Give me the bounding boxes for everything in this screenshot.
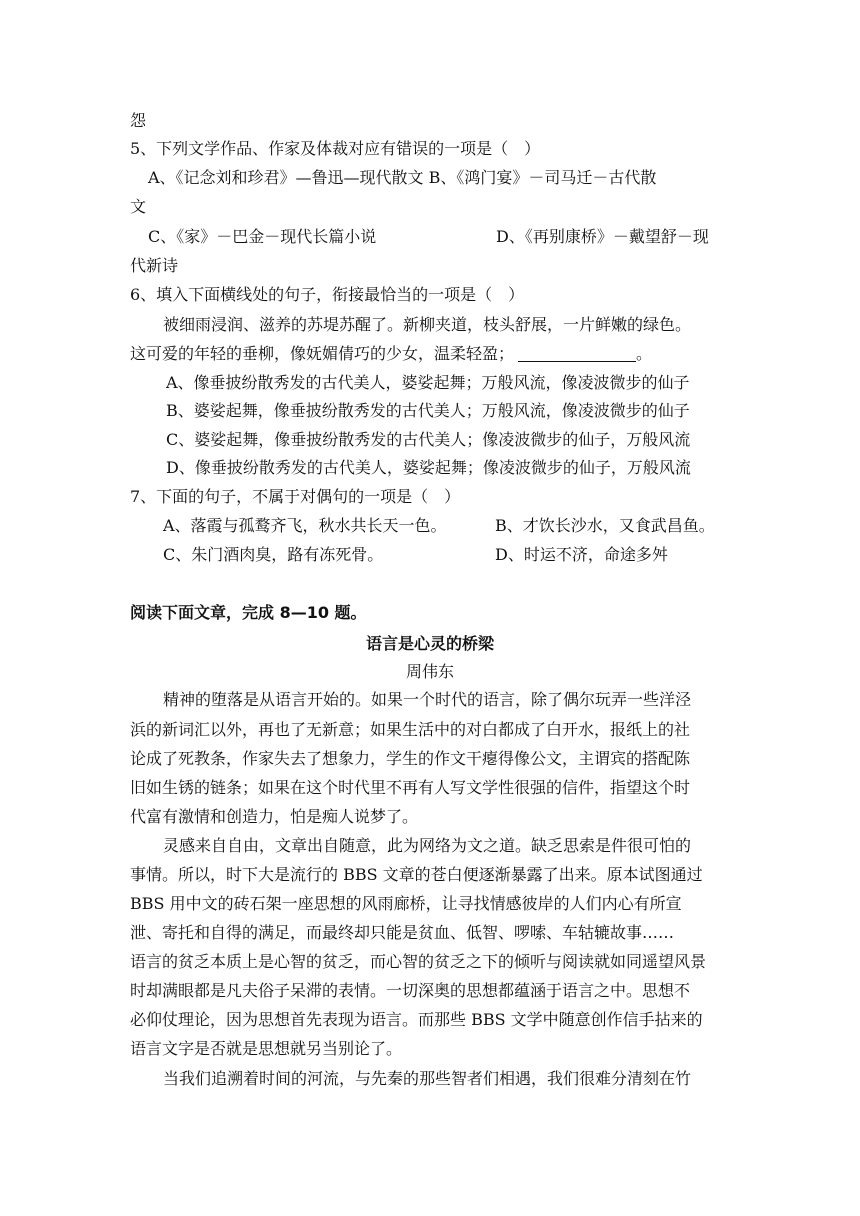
question-5-option-d: D、《再别康桥》－戴望舒－现 [496, 227, 709, 246]
question-6-passage-text: 这可爱的年轻的垂柳，像妩媚倩巧的少女，温柔轻盈； [130, 344, 515, 363]
question-5-option-d-wrap: 代新诗 [130, 256, 179, 275]
question-5-option-c: C、《家》－巴金－现代长篇小说 [148, 227, 377, 246]
question-6-option-a: A、像垂披纷散秀发的古代美人，婆娑起舞；万般风流，像凌波微步的仙子 [166, 373, 690, 392]
paragraph-1-line: 论成了死教条，作家失去了想象力，学生的作文干瘪得像公文，主谓宾的搭配陈 [130, 749, 691, 768]
question-7-option-a: A、落霞与孤鹜齐飞，秋水共长天一色。 [163, 516, 447, 535]
article-title: 语言是心灵的桥梁 [365, 634, 494, 653]
question-7-stem: 7、下面的句子，不属于对偶句的一项是（ ） [130, 487, 461, 506]
question-7-option-c: C、朱门酒肉臭，路有冻死骨。 [163, 545, 384, 564]
question-5-option-ab-wrap: 文 [130, 197, 147, 216]
article-author: 周伟东 [405, 662, 454, 681]
question-6-passage-end: 。 [636, 344, 653, 363]
question-5-option-ab: A、《记念刘和珍君》—鲁迅—现代散文 B、《鸿门宴》－司马迁－古代散 [148, 168, 657, 187]
question-6-option-b: B、婆娑起舞，像垂披纷散秀发的古代美人；万般风流，像凌波微步的仙子 [166, 401, 690, 420]
paragraph-2-line: 必仰仗理论，因为思想首先表现为语言。而那些 BBS 文学中随意创作信手拈来的 [130, 1010, 703, 1029]
question-5-stem: 5、下列文学作品、作家及体裁对应有错误的一项是（ ） [130, 139, 541, 158]
paragraph-2-line: 事情。所以，时下大是流行的 BBS 文章的苍白便逐渐暴露了出来。原本试图通过 [130, 865, 703, 884]
paragraph-1-line: 代富有激情和创造力，怕是痴人说梦了。 [130, 807, 419, 826]
reading-instruction: 阅读下面文章，完成 8—10 题。 [130, 603, 367, 622]
paragraph-2-line: 灵感来自自由，文章出自随意，此为网络为文之道。缺乏思索是件很可怕的 [163, 836, 692, 855]
paragraph-2-line: 时却满眼都是凡夫俗子呆滞的表情。一切深奥的思想都蕴涵于语言之中。思想不 [130, 981, 691, 1000]
question-6-option-c: C、婆娑起舞，像垂披纷散秀发的古代美人；像凌波微步的仙子，万般风流 [166, 430, 691, 449]
paragraph-2-line: BBS 用中文的砖石架一座思想的风雨廊桥，让寻找情感彼岸的人们内心有所宣 [130, 894, 682, 913]
question-7-option-b: B、才饮长沙水，又食武昌鱼。 [495, 516, 715, 535]
line-fragment: 怨 [130, 111, 147, 130]
question-6-option-d: D、像垂披纷散秀发的古代美人，婆娑起舞；像凌波微步的仙子，万般风流 [166, 458, 691, 477]
paragraph-2-line: 语言文字是否就是思想就另当别论了。 [130, 1039, 403, 1058]
paragraph-3-line: 当我们追溯着时间的河流，与先秦的那些智者们相遇，我们很难分清刻在竹 [163, 1069, 692, 1088]
question-6-stem: 6、填入下面横线处的句子，衔接最恰当的一项是（ ） [130, 285, 525, 304]
paragraph-2-line: 泄、寄托和自得的满足，而最终却只能是贫血、低智、啰嗦、车轱辘故事…… [130, 923, 675, 942]
paragraph-1-line: 旧如生锈的链条；如果在这个时代里不再有人写文学性很强的信件，指望这个时 [130, 778, 691, 797]
question-6-passage-line-1: 被细雨浸润、滋养的苏堤苏醒了。新柳夹道，枝头舒展，一片鲜嫩的绿色。 [163, 315, 692, 334]
paragraph-1-line: 精神的堕落是从语言开始的。如果一个时代的语言，除了偶尔玩弄一些洋泾 [163, 690, 692, 709]
paragraph-1-line: 浜的新词汇以外，再也了无新意；如果生活中的对白都成了白开水，报纸上的社 [130, 720, 691, 739]
question-7-option-d: D、时运不济，命途多舛 [495, 545, 668, 564]
question-6-passage-line-2 [130, 342, 652, 366]
answer-blank [518, 345, 636, 362]
paragraph-2-line: 语言的贫乏本质上是心智的贫乏，而心智的贫乏之下的倾听与阅读就如同遥望风景 [130, 952, 707, 971]
